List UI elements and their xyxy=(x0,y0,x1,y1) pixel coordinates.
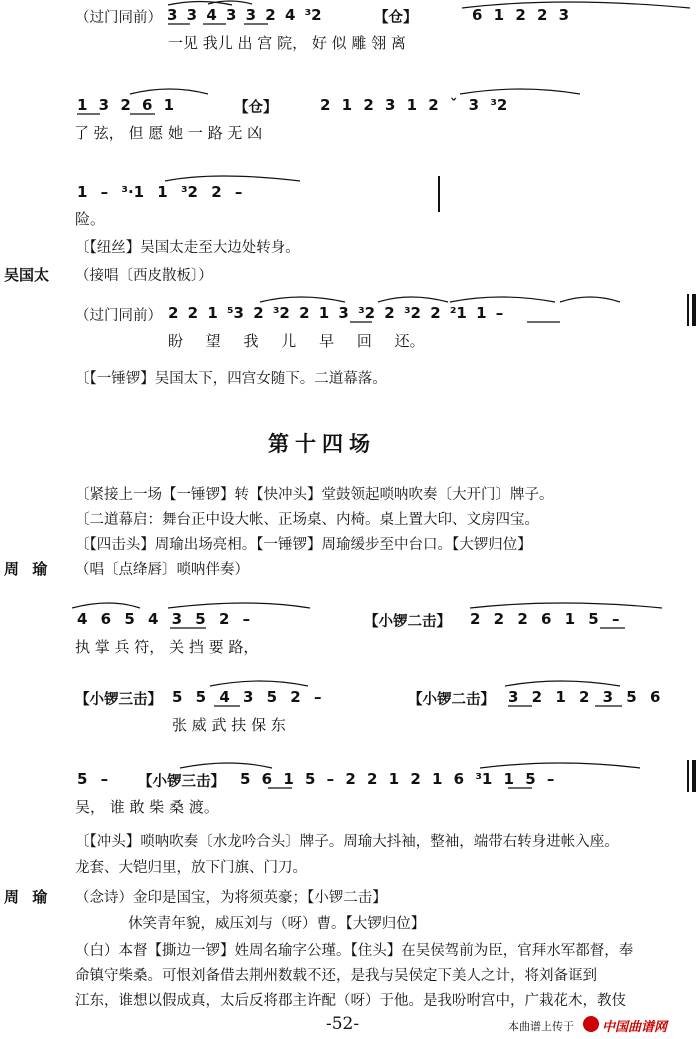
wu-sing-instruction: （接唱〔西皮散板〕） xyxy=(75,268,213,284)
stage-direction-1: 〔【纽丝】吴国太走至大边处转身。 xyxy=(75,240,300,256)
line1-notes-a: 3 3 4 3 3 2 4 ³2 xyxy=(167,6,322,24)
slur-arc xyxy=(470,603,662,608)
line1-cue: 【仓】 xyxy=(374,9,418,26)
stage-direction-6b: 龙套、大铠归里，放下门旗、门刀。 xyxy=(75,860,307,876)
stage-direction-3: 〔紧接上一场【一锤锣】转【快冲头】堂鼓领起唢呐吹奏〔大开门〕牌子。 xyxy=(75,487,554,503)
role-zhou-yu: 周 瑜 xyxy=(4,560,52,578)
final-barline-thick-2 xyxy=(692,760,696,792)
slur-arc xyxy=(168,2,232,6)
line7-notes-b: 5 6 1 5 – 2 2 1 2 1 6 ³1 1 5 – xyxy=(240,770,555,788)
slur-arc xyxy=(505,681,620,686)
speech-line-3: 江东，谁想以假成真，太后反将郡主许配（呀）于他。是我吩咐宫中，广栽花木，教伎 xyxy=(75,993,626,1009)
line4-notes: 2 2 1 ⁵3 2 ³2 2 1 3 ³2 2 ³2 2 ²1 1 – xyxy=(168,304,504,322)
line6-lyric: 张 威 武 扶 保 东 xyxy=(172,716,286,734)
line5-notes-a: 4 6 5 4 3 5 2 – xyxy=(77,610,251,628)
poem-line-1: （念诗）金印是国宝，为将须英豪；【小锣二击】 xyxy=(75,890,387,906)
line5-notes-b: 2 2 2 6 1 5 – xyxy=(470,610,620,628)
line6-cue-b: 【小锣二击】 xyxy=(408,691,495,708)
line2-notes-b: 2 1 2 3 1 2 ˇ 3 ³2 xyxy=(320,96,508,114)
role-zhou-yu-2: 周 瑜 xyxy=(4,888,52,906)
speech-line-1: （白）本督【撕边一锣】姓周名瑜字公瑾。【住头】在吴侯驾前为臣，官拜水军都督，奉 xyxy=(75,943,634,959)
line1-prefix: （过门同前） xyxy=(75,10,162,26)
line3-lyric: 险。 xyxy=(75,210,106,228)
slur-arc xyxy=(480,763,640,768)
slur-arc xyxy=(168,603,310,608)
line5-lyric: 执 掌 兵 符， 关 挡 要 路， xyxy=(75,638,259,656)
zhou-sing-instruction: （唱〔点绛唇〕唢呐伴奏） xyxy=(75,562,249,578)
slur-arc xyxy=(378,297,448,302)
site-logo-icon xyxy=(583,1016,599,1032)
line3-notes: 1 – ³·1 1 ³2 2 – xyxy=(77,183,243,201)
line2-lyric: 了 弦， 但 愿 她 一 路 无 凶 xyxy=(74,124,263,142)
stage-direction-6: 〔【冲头】唢呐吹奏〔水龙吟合头〕牌子。周瑜大抖袖，整袖，端带右转身进帐入座。 xyxy=(75,834,619,850)
stage-direction-4: 〔二道幕启：舞台正中设大帐、正场桌、内椅。桌上置大印、文房四宝。 xyxy=(75,512,539,528)
slur-arc xyxy=(460,89,580,94)
line7-lyric: 吴， 谁 敢 柴 桑 渡。 xyxy=(75,798,219,816)
line4-prefix: （过门同前） xyxy=(75,308,162,324)
final-barline-thin-1 xyxy=(687,294,689,326)
final-barline-thin-2 xyxy=(687,760,689,792)
slur-arc xyxy=(72,603,140,608)
line6-notes-b: 3 2 1 2 3 5 6 xyxy=(508,688,661,706)
final-barline-thick-1 xyxy=(692,294,696,326)
stage-direction-2: 〔【一锤锣】吴国太下，四宫女随下。二道幕落。 xyxy=(75,371,387,387)
slur-arc xyxy=(560,297,620,302)
poem-line-2: 休笑青年貌，威压刘与（呀）曹。【大锣归位】 xyxy=(128,916,426,932)
slur-arc xyxy=(208,1,252,4)
line4-lyric: 盼 望 我 儿 早 回 还。 xyxy=(168,332,425,350)
section-barline-1 xyxy=(438,176,440,212)
slur-arc xyxy=(180,763,272,768)
line7-notes-a: 5 – xyxy=(77,770,109,788)
line2-cue: 【仓】 xyxy=(234,99,278,116)
stage-direction-5: 〔【四击头】周瑜出场亮相。【一锤锣】周瑜缓步至中台口。【大锣归位】 xyxy=(75,537,532,553)
slur-arc xyxy=(130,89,208,94)
site-name: 中国曲谱网 xyxy=(602,1020,668,1035)
upload-note: 本曲谱上传于 xyxy=(508,1020,574,1033)
slur-arc xyxy=(210,681,308,686)
line1-lyric: 一见 我儿 出 宫 院， 好 似 雕 翎 离 xyxy=(168,34,406,52)
scene-title: 第十四场 xyxy=(268,431,376,456)
line2-notes-a: 1 3 2 6 1 xyxy=(77,96,175,114)
line1-notes-b: 6 1 2 2 3 xyxy=(472,6,570,24)
role-wu-guotai: 吴国太 xyxy=(4,266,50,284)
line6-notes-a: 5 5 4 3 5 2 – xyxy=(172,688,322,706)
slur-arc xyxy=(260,297,345,302)
slur-arc xyxy=(450,297,555,302)
slur-arc xyxy=(165,176,300,181)
speech-line-2: 命镇守柴桑。可恨刘备借去荆州数载不还，是我与吴侯定下美人之计，将刘备诓到 xyxy=(75,968,597,984)
line5-cue: 【小锣二击】 xyxy=(364,613,451,630)
line7-cue: 【小锣三击】 xyxy=(138,773,225,790)
line6-cue-a: 【小锣三击】 xyxy=(75,691,162,708)
page-number: -52- xyxy=(326,1014,360,1034)
